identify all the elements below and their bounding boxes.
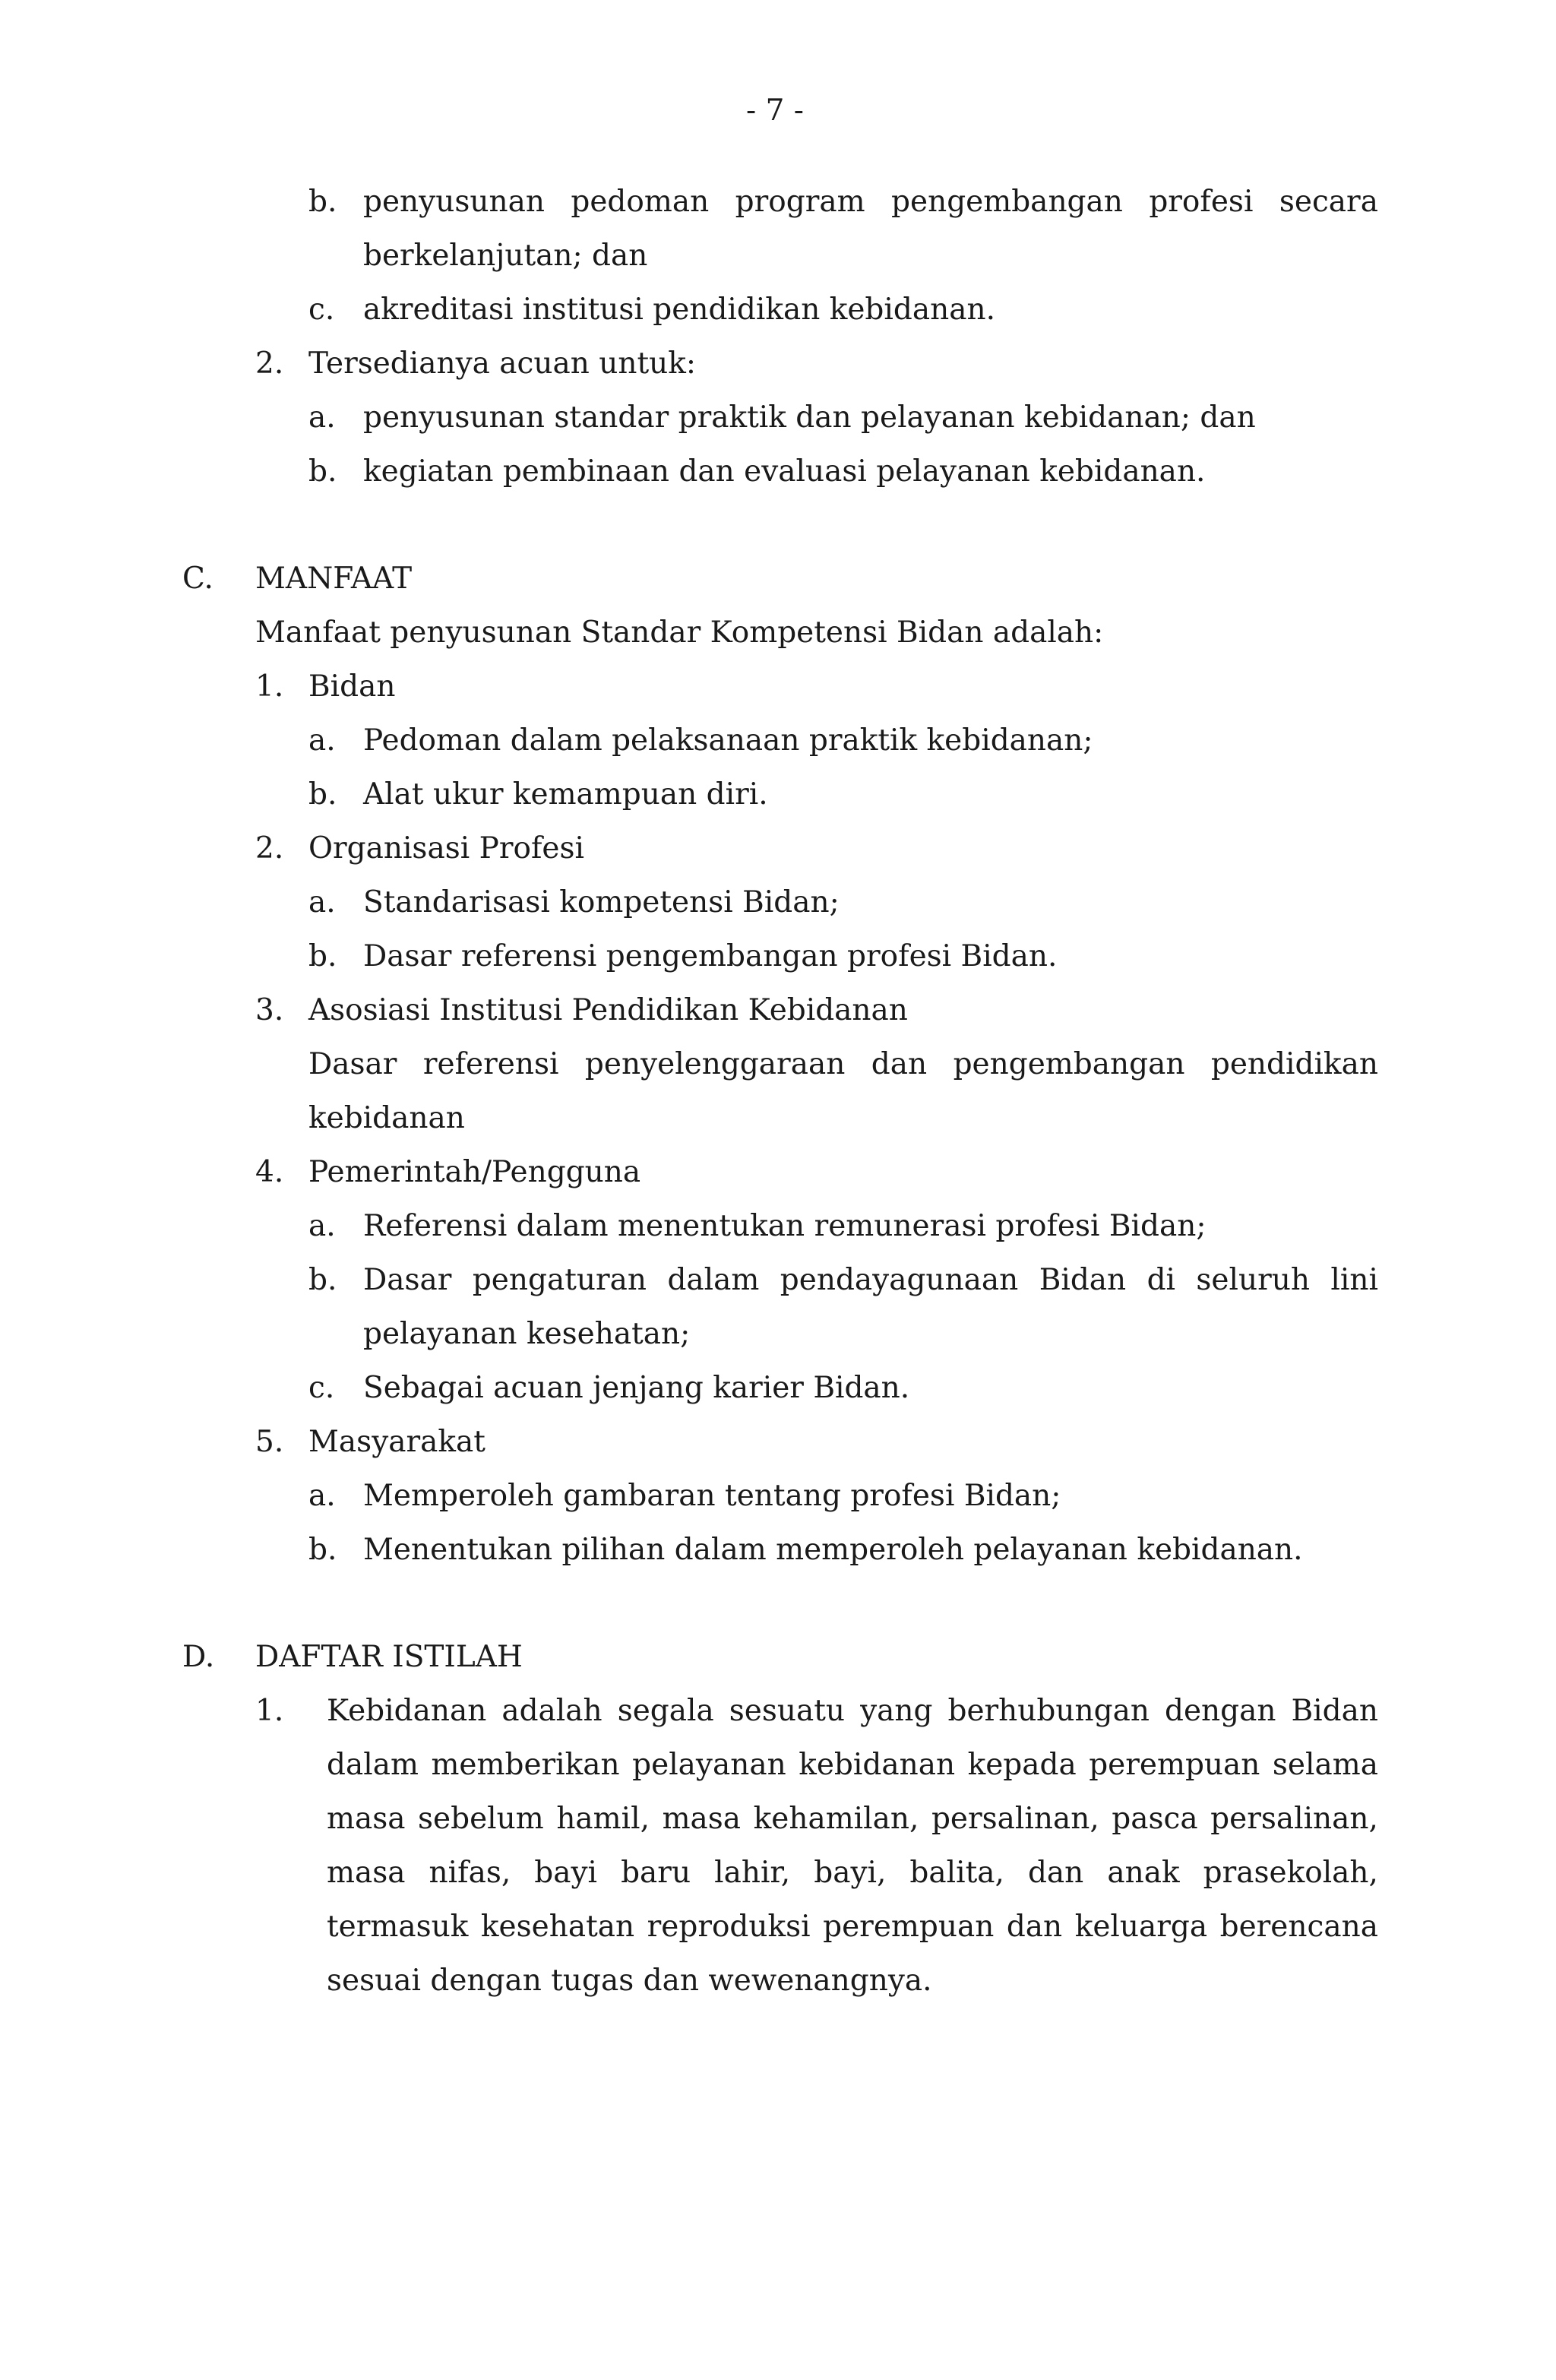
word: pendidikan bbox=[1210, 1047, 1378, 1081]
word: referensi bbox=[422, 1047, 559, 1081]
list-label-3: 3. bbox=[255, 993, 284, 1027]
word: persalinan, bbox=[1210, 1802, 1378, 1836]
word: berhubungan bbox=[947, 1694, 1150, 1728]
justified-line bbox=[327, 1906, 1378, 1948]
word: lahir, bbox=[714, 1856, 791, 1890]
list-item-title: Masyarakat bbox=[308, 1425, 485, 1459]
word: dengan bbox=[1164, 1694, 1276, 1728]
word: kebidanan bbox=[799, 1748, 956, 1782]
list-item-title: Asosiasi Institusi Pendidikan Kebidanan bbox=[308, 993, 908, 1027]
list-item-text: Alat ukur kemampuan diri. bbox=[363, 777, 768, 812]
word: penyelenggaraan bbox=[584, 1047, 846, 1081]
word: pasca bbox=[1112, 1802, 1198, 1836]
list-label-2: 2. bbox=[255, 347, 284, 381]
word: sesuatu bbox=[729, 1694, 846, 1728]
list-item-text: berkelanjutan; dan bbox=[363, 239, 648, 273]
justified-line bbox=[327, 1690, 1378, 1733]
list-label-b: b. bbox=[308, 1263, 337, 1297]
word: nifas, bbox=[429, 1856, 511, 1890]
list-item-text: Pedoman dalam pelaksanaan praktik kebidanan; bbox=[363, 723, 1093, 758]
word: pengaturan bbox=[472, 1263, 647, 1297]
word: profesi bbox=[1149, 185, 1254, 219]
word: anak bbox=[1107, 1856, 1180, 1890]
word: bayi, bbox=[814, 1856, 887, 1890]
section-c-label: C. bbox=[182, 562, 213, 596]
word: masa bbox=[327, 1856, 406, 1890]
word: secara bbox=[1279, 185, 1378, 219]
list-item-text: Sebagai acuan jenjang karier Bidan. bbox=[363, 1371, 910, 1405]
section-c-intro: Manfaat penyusunan Standar Kompetensi Bidan adalah: bbox=[255, 616, 1104, 650]
list-label-b: b. bbox=[308, 1533, 337, 1567]
list-item-text: Tersedianya acuan untuk: bbox=[308, 347, 697, 381]
word: keluarga bbox=[1074, 1910, 1208, 1944]
list-label-a: a. bbox=[308, 1479, 336, 1513]
word: pengembangan bbox=[953, 1047, 1185, 1081]
list-item-title: Organisasi Profesi bbox=[308, 831, 584, 866]
list-label-2: 2. bbox=[255, 831, 284, 866]
justified-line bbox=[327, 1798, 1378, 1840]
word: selama bbox=[1272, 1748, 1378, 1782]
list-item-text: Menentukan pilihan dalam memperoleh pelayanan kebidanan. bbox=[363, 1533, 1303, 1567]
list-label-c: c. bbox=[308, 293, 335, 327]
word: segala bbox=[617, 1694, 714, 1728]
word: memberikan bbox=[431, 1748, 620, 1782]
word: pendayagunaan bbox=[780, 1263, 1019, 1297]
list-item-text: pelayanan kesehatan; bbox=[363, 1317, 691, 1351]
word: penyusunan bbox=[363, 185, 545, 219]
word: balita, bbox=[909, 1856, 1004, 1890]
word: kehamilan, bbox=[753, 1802, 919, 1836]
word: baru bbox=[621, 1856, 691, 1890]
word: Dasar bbox=[308, 1047, 397, 1081]
list-item-title: Bidan bbox=[308, 669, 396, 704]
word: pedoman bbox=[571, 185, 710, 219]
justified-line bbox=[363, 181, 1378, 223]
justified-line bbox=[327, 1744, 1378, 1787]
word: Bidan bbox=[1291, 1694, 1378, 1728]
word: termasuk bbox=[327, 1910, 469, 1944]
word: adalah bbox=[501, 1694, 602, 1728]
word: sebelum bbox=[418, 1802, 544, 1836]
list-item-text: penyusunan standar praktik dan pelayanan kebidanan; dan bbox=[363, 400, 1256, 435]
word: Bidan bbox=[1039, 1263, 1127, 1297]
list-label-b: b. bbox=[308, 454, 337, 489]
word: Dasar bbox=[363, 1263, 452, 1297]
word: yang bbox=[860, 1694, 933, 1728]
list-item-text: kebidanan bbox=[308, 1101, 465, 1135]
word: kepada bbox=[967, 1748, 1077, 1782]
word: program bbox=[735, 185, 865, 219]
list-label-c: c. bbox=[308, 1371, 335, 1405]
list-label-5: 5. bbox=[255, 1425, 284, 1459]
word: persalinan, bbox=[931, 1802, 1099, 1836]
list-item-text: Memperoleh gambaran tentang profesi Bidan; bbox=[363, 1479, 1061, 1513]
list-label-a: a. bbox=[308, 885, 336, 919]
section-c-heading: MANFAAT bbox=[255, 562, 413, 596]
list-label-b: b. bbox=[308, 185, 337, 219]
word: bayi bbox=[534, 1856, 598, 1890]
word: pengembangan bbox=[891, 185, 1123, 219]
list-item-text: sesuai dengan tugas dan wewenangnya. bbox=[327, 1964, 932, 1998]
list-label-a: a. bbox=[308, 400, 336, 435]
list-item-title: Pemerintah/Pengguna bbox=[308, 1155, 641, 1189]
word: pelayanan bbox=[632, 1748, 786, 1782]
list-item-text: Standarisasi kompetensi Bidan; bbox=[363, 885, 840, 919]
word: reproduksi bbox=[647, 1910, 811, 1944]
list-label-1: 1. bbox=[255, 1694, 284, 1728]
list-label-b: b. bbox=[308, 777, 337, 812]
word: dan bbox=[1027, 1856, 1084, 1890]
page-number: - 7 - bbox=[746, 93, 804, 128]
word: hamil, bbox=[556, 1802, 650, 1836]
word: berencana bbox=[1219, 1910, 1378, 1944]
justified-line bbox=[308, 1043, 1378, 1086]
justified-line bbox=[327, 1852, 1378, 1894]
list-label-a: a. bbox=[308, 1209, 336, 1243]
word: Kebidanan bbox=[327, 1694, 487, 1728]
word: kesehatan bbox=[480, 1910, 635, 1944]
word: masa bbox=[662, 1802, 742, 1836]
list-label-1: 1. bbox=[255, 669, 284, 704]
list-label-b: b. bbox=[308, 939, 337, 973]
word: masa bbox=[327, 1802, 406, 1836]
list-item-text: kegiatan pembinaan dan evaluasi pelayanan kebidanan. bbox=[363, 454, 1206, 489]
section-d-label: D. bbox=[182, 1640, 215, 1674]
list-item-text: Referensi dalam menentukan remunerasi profesi Bidan; bbox=[363, 1209, 1207, 1243]
word: dalam bbox=[667, 1263, 760, 1297]
word: dan bbox=[1006, 1910, 1063, 1944]
word: dalam bbox=[327, 1748, 419, 1782]
word: perempuan bbox=[1089, 1748, 1260, 1782]
list-label-a: a. bbox=[308, 723, 336, 758]
word: seluruh bbox=[1196, 1263, 1310, 1297]
word: lini bbox=[1330, 1263, 1378, 1297]
justified-line bbox=[363, 1259, 1378, 1302]
list-item-text: Dasar referensi pengembangan profesi Bidan. bbox=[363, 939, 1058, 973]
list-item-text: akreditasi institusi pendidikan kebidanan. bbox=[363, 293, 995, 327]
list-label-4: 4. bbox=[255, 1155, 284, 1189]
word: di bbox=[1146, 1263, 1176, 1297]
section-d-heading: DAFTAR ISTILAH bbox=[255, 1640, 523, 1674]
word: prasekolah, bbox=[1203, 1856, 1378, 1890]
word: dan bbox=[871, 1047, 928, 1081]
word: perempuan bbox=[823, 1910, 995, 1944]
